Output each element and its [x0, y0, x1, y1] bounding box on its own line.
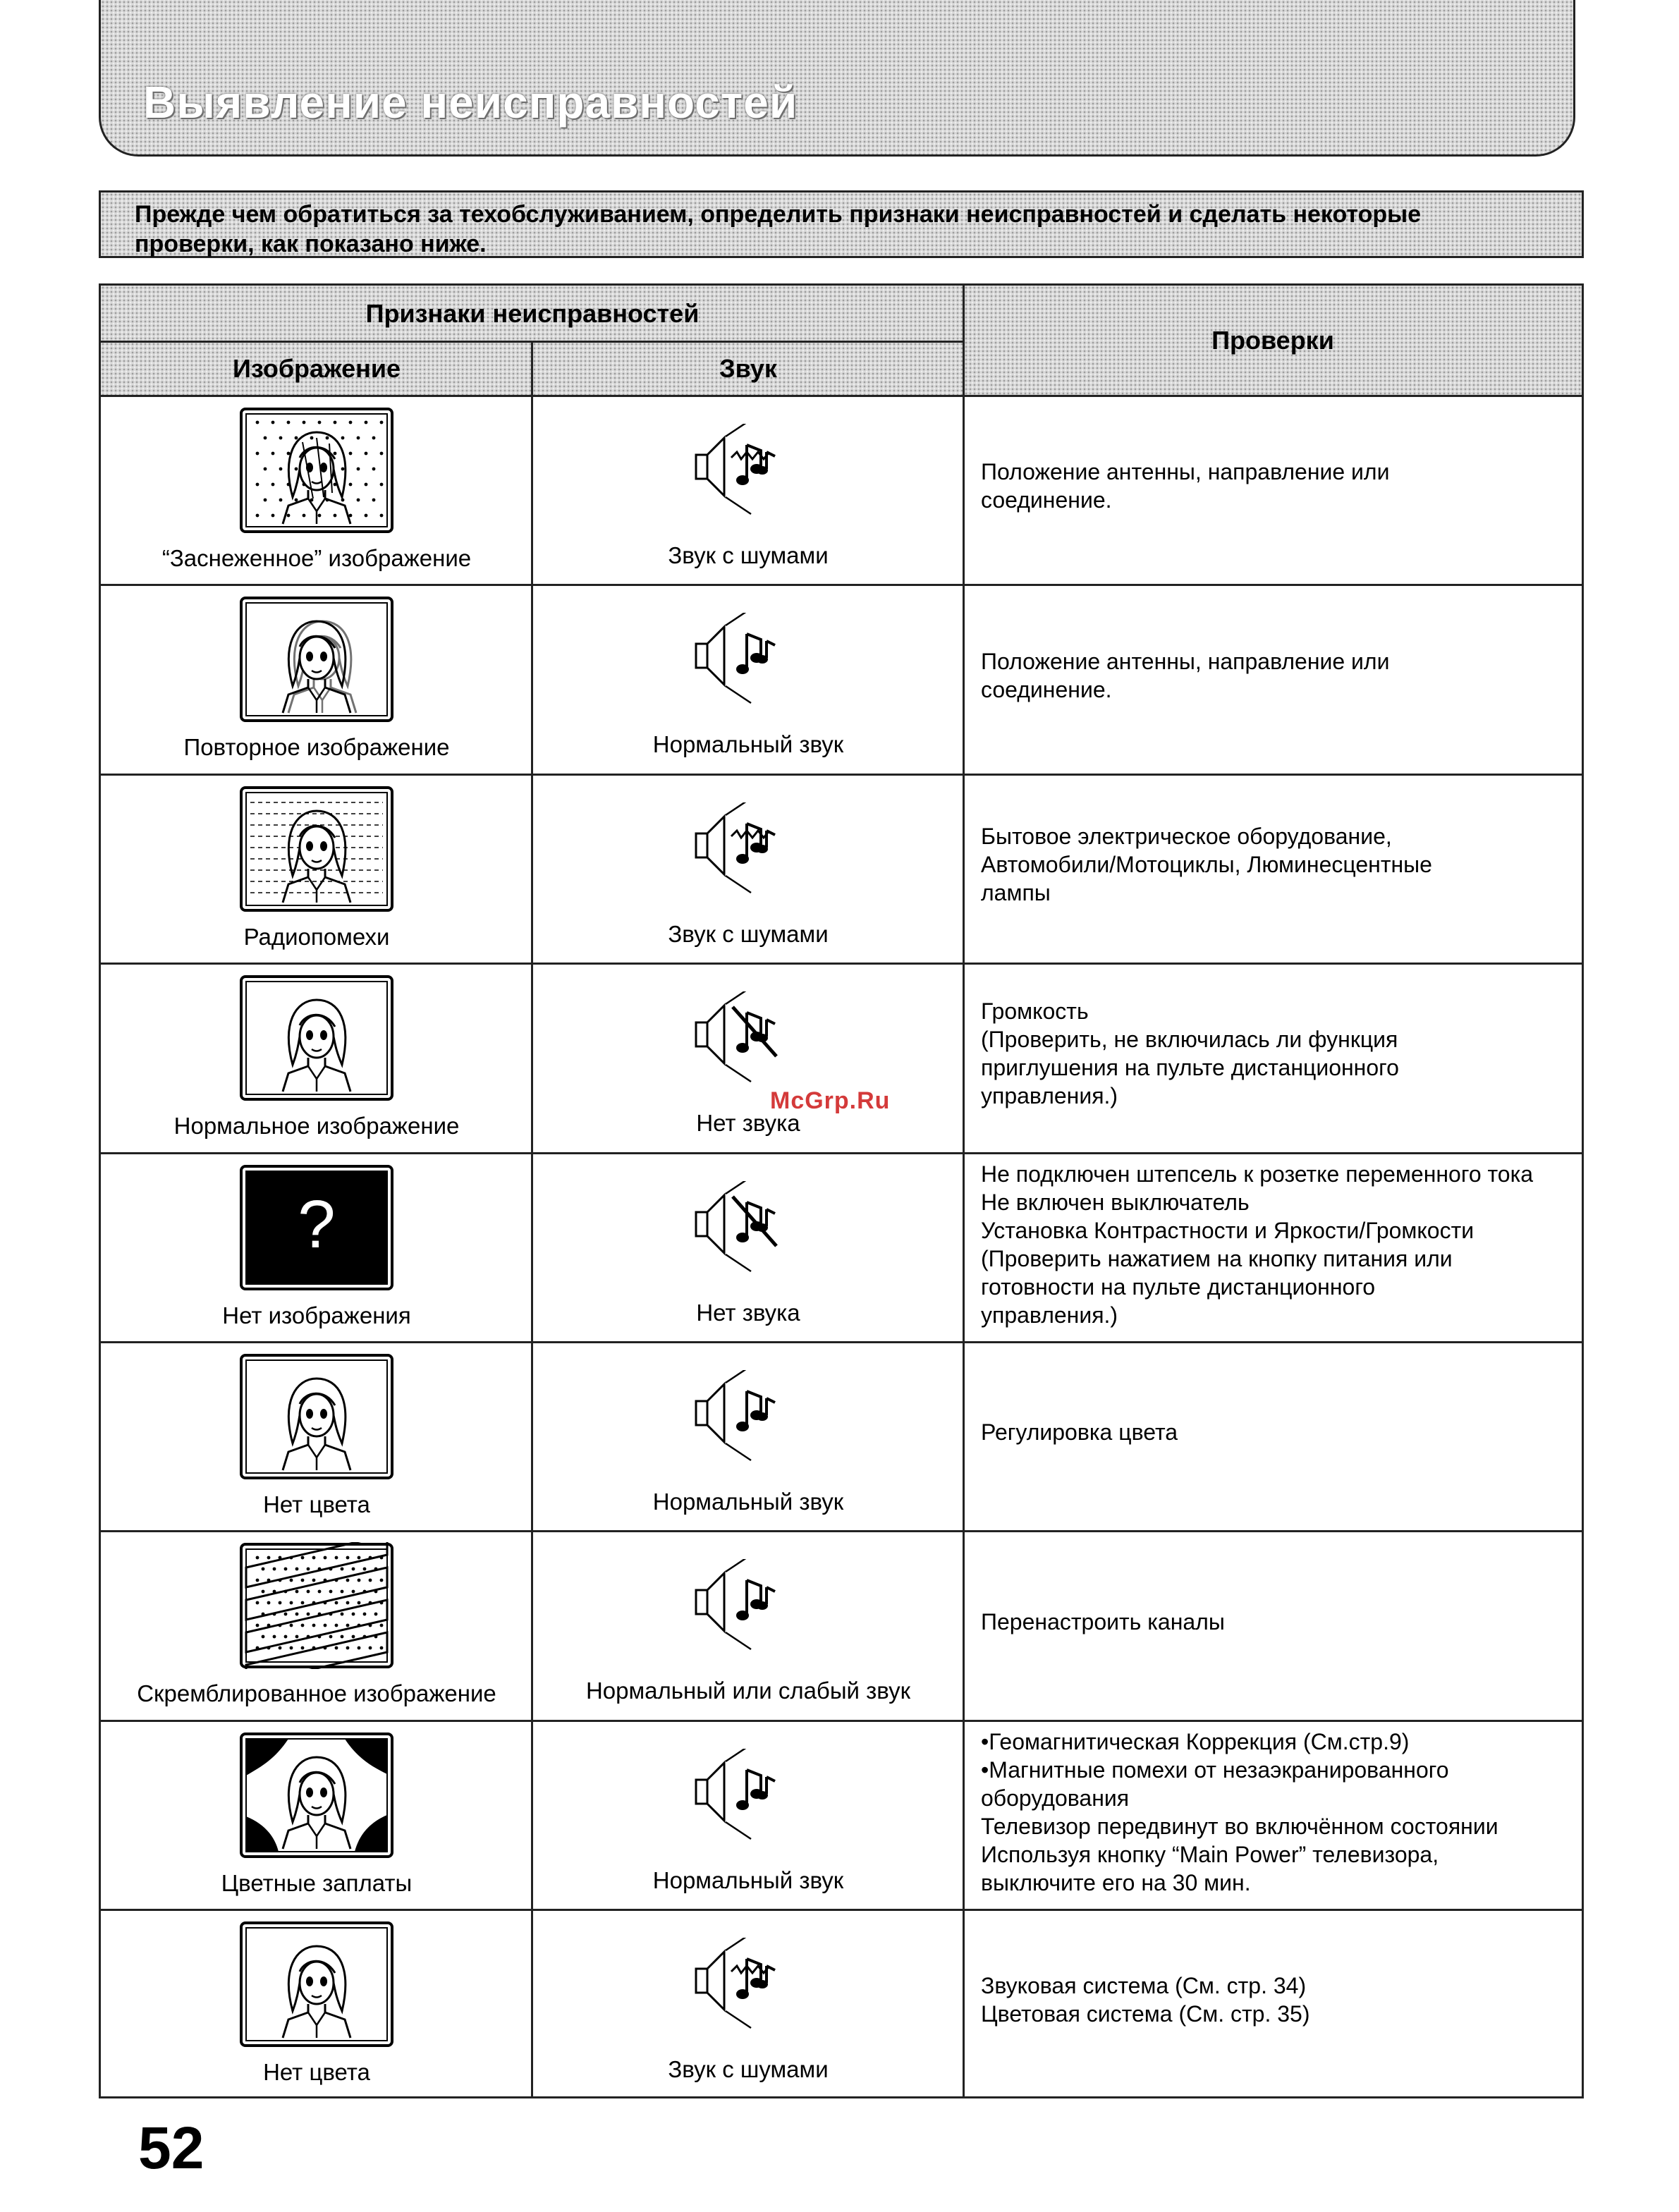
checks-line: Положение антенны, направление или — [981, 459, 1390, 485]
checks-line: выключите его на 30 мин. — [981, 1869, 1251, 1895]
checks-line: Автомобили/Мотоциклы, Люминесцентные — [981, 852, 1432, 877]
image-caption: “Заснеженное” изображение — [161, 545, 472, 571]
header-image — [101, 342, 532, 396]
row-divider — [101, 1530, 1582, 1532]
checks-text — [981, 822, 1573, 907]
no-color-tv-icon — [239, 1921, 394, 2051]
sound-caption: Звук с шумами — [668, 2056, 829, 2083]
intro-text: Прежде чем обратиться за техобслуживанием, определить признаки неисправностей и сделать некоторые проверки, как показано ниже. — [135, 201, 1422, 257]
row-divider — [101, 1909, 1582, 1911]
checks-line: Цветовая система (См. стр. 35) — [981, 2001, 1310, 2027]
checks-line: Не включен выключатель — [981, 1189, 1250, 1215]
sound-caption: Звук с шумами — [668, 920, 829, 947]
sound-caption: Нет звука — [696, 1299, 800, 1326]
column-divider-1 — [531, 342, 533, 2096]
checks-text — [981, 1972, 1573, 2028]
checks-line: Не подключен штепсель к розетке переменного тока — [981, 1161, 1534, 1187]
row-divider — [101, 1341, 1582, 1343]
image-caption: Скремблированное изображение — [137, 1680, 496, 1707]
sound-caption: Нормальный или слабый звук — [585, 1678, 911, 1704]
row-divider — [101, 1152, 1582, 1154]
header-symptoms — [101, 286, 964, 342]
interference-tv-icon — [239, 786, 394, 916]
checks-line: •Магнитные помехи от незаэкранированного — [981, 1756, 1449, 1783]
checks-line: Бытовое электрическое оборудование, — [981, 824, 1392, 849]
checks-line: Регулировка цвета — [981, 1419, 1178, 1446]
noisy-sound-icon — [692, 424, 805, 519]
watermark: McGrp.Ru — [770, 1087, 891, 1114]
sound-caption: Нет звука — [696, 1110, 800, 1137]
checks-text — [981, 1160, 1573, 1329]
troubleshooting-table — [99, 283, 1584, 2098]
checks-line: Перенастроить каналы — [981, 1608, 1225, 1634]
sound-caption: Нормальный звук — [652, 731, 844, 758]
normal-sound-icon — [692, 1559, 805, 1654]
image-caption: Нет изображения — [222, 1302, 411, 1328]
checks-line: Используя кнопку “Main Power” телевизора, — [981, 1841, 1439, 1867]
checks-line: соединение. — [981, 676, 1112, 702]
header-symptoms-label: Признаки неисправностей — [365, 299, 700, 328]
no-sound-icon — [692, 1181, 805, 1276]
checks-line: управления.) — [981, 1083, 1118, 1109]
intro-box — [99, 190, 1584, 258]
checks-text — [981, 1728, 1573, 1897]
header-image-label: Изображение — [232, 354, 401, 383]
checks-line: соединение. — [981, 487, 1112, 513]
title-banner — [99, 0, 1575, 157]
normal-tv-icon — [239, 974, 394, 1105]
normal-sound-icon — [692, 1370, 805, 1465]
header-checks — [964, 286, 1582, 396]
row-divider — [101, 395, 1582, 397]
page-number: 52 — [138, 2115, 204, 2181]
checks-text — [981, 458, 1573, 514]
no-color-tv-icon — [239, 1353, 394, 1484]
svg-text:?: ? — [298, 1186, 336, 1262]
checks-line: управления.) — [981, 1302, 1118, 1328]
image-caption: Нет цвета — [263, 1491, 370, 1517]
page-title: Выявление неисправностей — [143, 77, 798, 128]
noisy-sound-icon — [692, 1938, 805, 2033]
checks-line: лампы — [981, 880, 1051, 905]
image-caption: Нормальное изображение — [173, 1113, 460, 1139]
color-patches-tv-icon — [239, 1732, 394, 1862]
row-divider — [101, 584, 1582, 586]
checks-line: Звуковая система (См. стр. 34) — [981, 1973, 1307, 1999]
header-sound — [532, 342, 964, 396]
checks-line: (Проверить, не включилась ли функция — [981, 1027, 1398, 1053]
checks-line: Громкость — [981, 998, 1089, 1025]
ghost-tv-icon — [239, 596, 394, 726]
sound-caption: Нормальный звук — [652, 1866, 844, 1893]
checks-text — [981, 997, 1573, 1110]
checks-line: Телевизор передвинут во включённом состоянии — [981, 1813, 1498, 1839]
checks-line: готовности на пульте дистанционного — [981, 1273, 1376, 1300]
normal-sound-icon — [692, 1749, 805, 1844]
header-checks-label: Проверки — [1211, 326, 1334, 355]
image-caption: Нет цвета — [263, 2059, 370, 2086]
checks-line: оборудования — [981, 1785, 1130, 1811]
snowy-tv-icon — [239, 407, 394, 537]
sound-caption: Звук с шумами — [668, 542, 829, 568]
row-divider — [101, 1720, 1582, 1722]
checks-line: Установка Контрастности и Яркости/Громкости — [981, 1217, 1475, 1243]
checks-line: •Геомагнитическая Коррекция (См.стр.9) — [981, 1728, 1410, 1754]
checks-text — [981, 647, 1573, 704]
checks-line: Положение антенны, направление или — [981, 648, 1390, 674]
image-caption: Радиопомехи — [243, 923, 390, 950]
row-divider — [101, 963, 1582, 965]
checks-text — [981, 1418, 1573, 1446]
noisy-sound-icon — [692, 802, 805, 898]
normal-sound-icon — [692, 613, 805, 708]
no-picture-tv-icon — [239, 1164, 394, 1295]
checks-text — [981, 1608, 1573, 1636]
checks-line: (Проверить нажатием на кнопку питания или — [981, 1245, 1453, 1271]
image-caption: Повторное изображение — [183, 734, 450, 761]
checks-line: приглушения на пульте дистанционного — [981, 1055, 1399, 1081]
no-sound-icon — [692, 991, 805, 1087]
image-caption: Цветные заплаты — [221, 1869, 413, 1896]
row-divider — [101, 774, 1582, 776]
sound-caption: Нормальный звук — [652, 1489, 844, 1515]
scrambled-tv-icon — [239, 1542, 394, 1673]
header-sound-label: Звук — [719, 354, 777, 383]
